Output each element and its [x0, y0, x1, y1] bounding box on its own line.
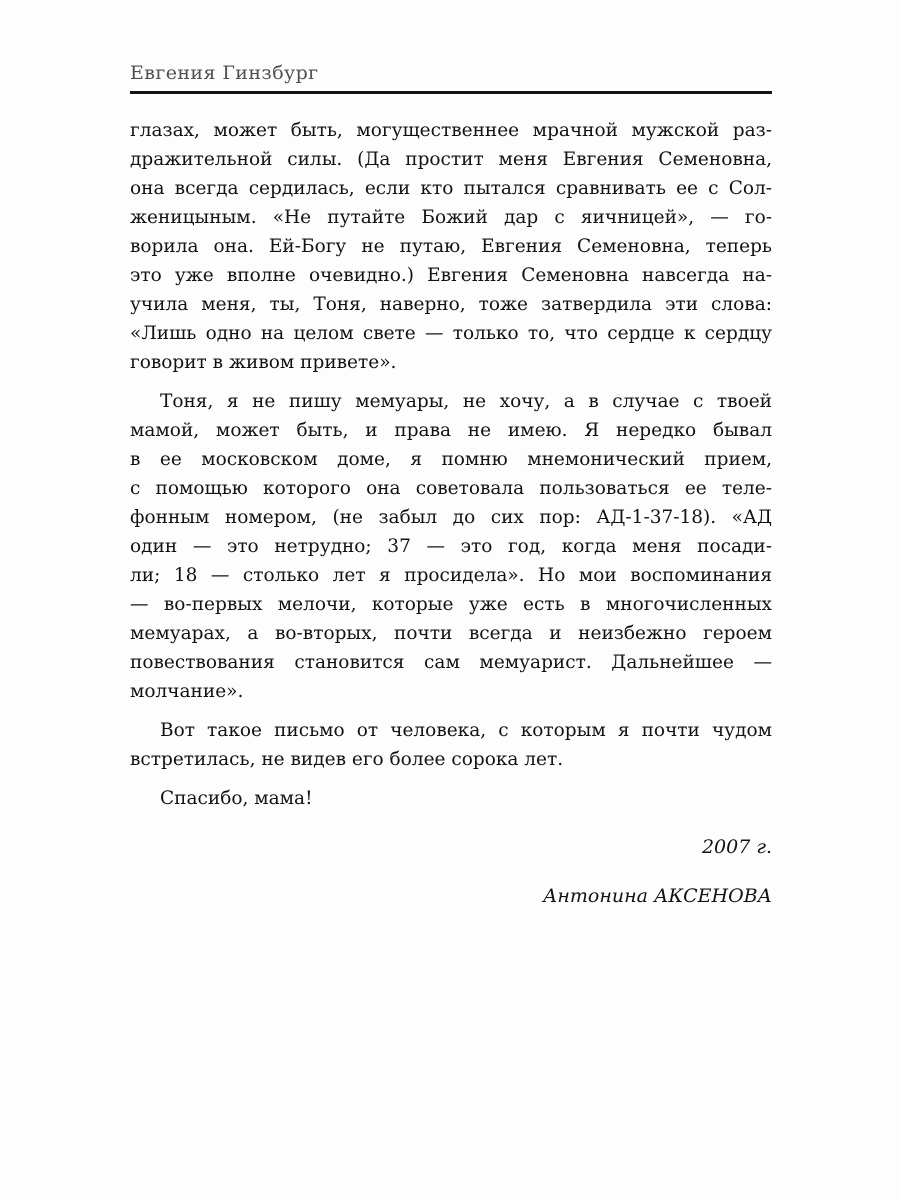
body-line: Тоня, я не пишу мемуары, не хочу, а в случае с твоей	[160, 391, 772, 412]
body-line: мамой, может быть, и права не имею. Я нередко бывал	[130, 420, 772, 441]
body-line: с помощью которого она советовала пользоваться ее теле-	[130, 478, 772, 499]
paragraph	[130, 716, 772, 774]
body-line: — во-первых мелочи, которые уже есть в многочисленных	[130, 594, 772, 615]
paragraph	[130, 387, 772, 706]
body-line: повествования становится сам мемуарист. Дальнейшее —	[130, 652, 772, 673]
paragraph	[130, 784, 772, 813]
body-line: она всегда сердилась, если кто пытался сравнивать ее с Сол-	[130, 178, 772, 199]
body-line: ворила она. Ей-Богу не путаю, Евгения Семеновна, теперь	[130, 236, 772, 257]
body-line: ли; 18 — столько лет я просидела». Но мои воспоминания	[130, 565, 772, 586]
body-line: молчание».	[130, 681, 244, 702]
running-header: Евгения Гинзбург	[130, 62, 772, 94]
paragraph	[130, 116, 772, 377]
signature-line: Антонина АКСЕНОВА	[543, 885, 772, 907]
body-line: фонным номером, (не забыл до сих пор: АД-1-37-18). «АД	[130, 507, 772, 528]
body-line: мемуарах, а во-вторых, почти всегда и неизбежно героем	[130, 623, 772, 644]
page-content	[130, 62, 772, 911]
body-line: «Лишь одно на целом свете — только то, что сердце к сердцу	[130, 323, 772, 344]
body-line: учила меня, ты, Тоня, наверно, тоже затвердила эти слова:	[130, 294, 772, 315]
body-line: это уже вполне очевидно.) Евгения Семеновна навсегда на-	[130, 265, 772, 286]
body-line: глазах, может быть, могущественнее мрачной мужской раз-	[130, 120, 772, 141]
body-line: Вот такое письмо от человека, с которым я почти чудом	[160, 720, 772, 741]
body-line: один — это нетрудно; 37 — это год, когда меня посади-	[130, 536, 772, 557]
body-line: дражительной силы. (Да простит меня Евгения Семеновна,	[130, 149, 772, 170]
body-line: Спасибо, мама!	[160, 788, 313, 809]
date-line: 2007 г.	[701, 836, 772, 858]
body-text	[130, 116, 772, 813]
body-line: говорит в живом привете».	[130, 352, 397, 373]
body-line: встретилась, не видев его более сорока лет.	[130, 749, 564, 770]
body-line: в ее московском доме, я помню мнемонический прием,	[130, 449, 772, 470]
body-line: женицыным. «Не путайте Божий дар с яичницей», — го-	[130, 207, 772, 228]
